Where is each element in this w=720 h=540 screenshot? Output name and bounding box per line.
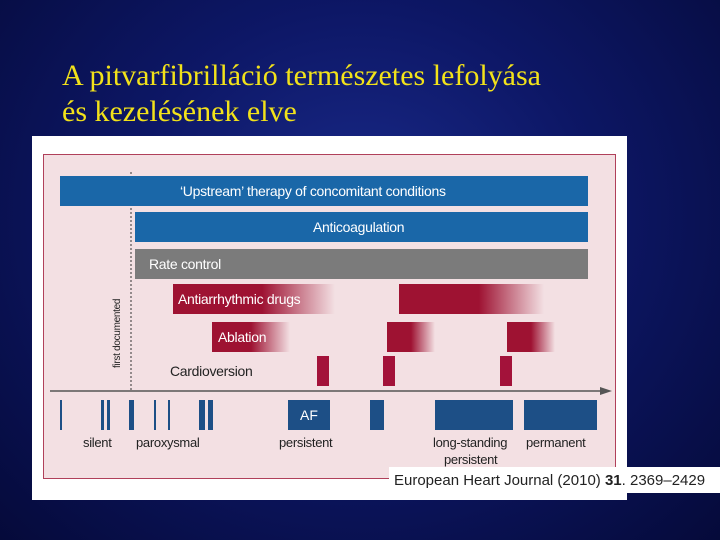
ablation-bar-late bbox=[507, 322, 555, 352]
af-episode-8 bbox=[208, 400, 213, 430]
af-long-standing-block bbox=[435, 400, 513, 430]
ablation-label: Ablation bbox=[218, 329, 267, 345]
cardioversion-marker-1 bbox=[317, 356, 329, 386]
af-episode-7 bbox=[199, 400, 205, 430]
stage-persistent-label: persistent bbox=[279, 435, 333, 450]
title-line-2: és kezelésének elve bbox=[62, 95, 297, 128]
af-episode-4 bbox=[129, 400, 134, 430]
af-episode-6 bbox=[168, 400, 170, 430]
citation-pages: . 2369–2429 bbox=[621, 471, 706, 489]
rate-control-bar bbox=[135, 249, 588, 279]
slide-title bbox=[62, 58, 702, 130]
stage-silent-label: silent bbox=[83, 435, 112, 450]
cardioversion-marker-3 bbox=[500, 356, 512, 386]
stage-long-standing-label-2: persistent bbox=[444, 452, 498, 467]
citation-volume: 31 bbox=[604, 471, 622, 489]
upstream-therapy-label: ‘Upstream’ therapy of concomitant conditions bbox=[180, 183, 446, 199]
antiarrhythmic-drugs-bar bbox=[173, 284, 335, 314]
cardioversion-marker-2 bbox=[383, 356, 395, 386]
af-persistent-block bbox=[288, 400, 330, 430]
af-label: AF bbox=[300, 407, 318, 423]
af-episode-9 bbox=[370, 400, 384, 430]
af-episode-1 bbox=[60, 400, 62, 430]
first-documented-label: first documented bbox=[112, 298, 123, 368]
figure-panel bbox=[32, 136, 627, 500]
antiarrhythmic-drugs-label: Antiarrhythmic drugs bbox=[178, 291, 301, 307]
title-line-1: A pitvarfibrilláció természetes lefolyása bbox=[62, 59, 541, 92]
upstream-therapy-bar bbox=[60, 176, 588, 206]
af-episode-5 bbox=[154, 400, 156, 430]
stage-permanent-label: permanent bbox=[526, 435, 586, 450]
timeline-arrow-icon bbox=[600, 387, 612, 395]
citation-journal: European Heart Journal (2010) bbox=[394, 471, 605, 489]
stage-paroxysmal-label: paroxysmal bbox=[136, 435, 200, 450]
af-episode-3 bbox=[107, 400, 110, 430]
antiarrhythmic-drugs-bar-late bbox=[399, 284, 544, 314]
anticoagulation-label: Anticoagulation bbox=[313, 219, 405, 235]
af-episode-2 bbox=[101, 400, 104, 430]
ablation-bar bbox=[212, 322, 290, 352]
anticoagulation-bar bbox=[135, 212, 588, 242]
ablation-bar-mid bbox=[387, 322, 435, 352]
af-permanent-block bbox=[524, 400, 597, 430]
cardioversion-label: Cardioversion bbox=[170, 363, 253, 379]
citation bbox=[389, 467, 720, 493]
rate-control-label: Rate control bbox=[149, 256, 221, 272]
stage-long-standing-label: long-standing bbox=[433, 435, 508, 450]
